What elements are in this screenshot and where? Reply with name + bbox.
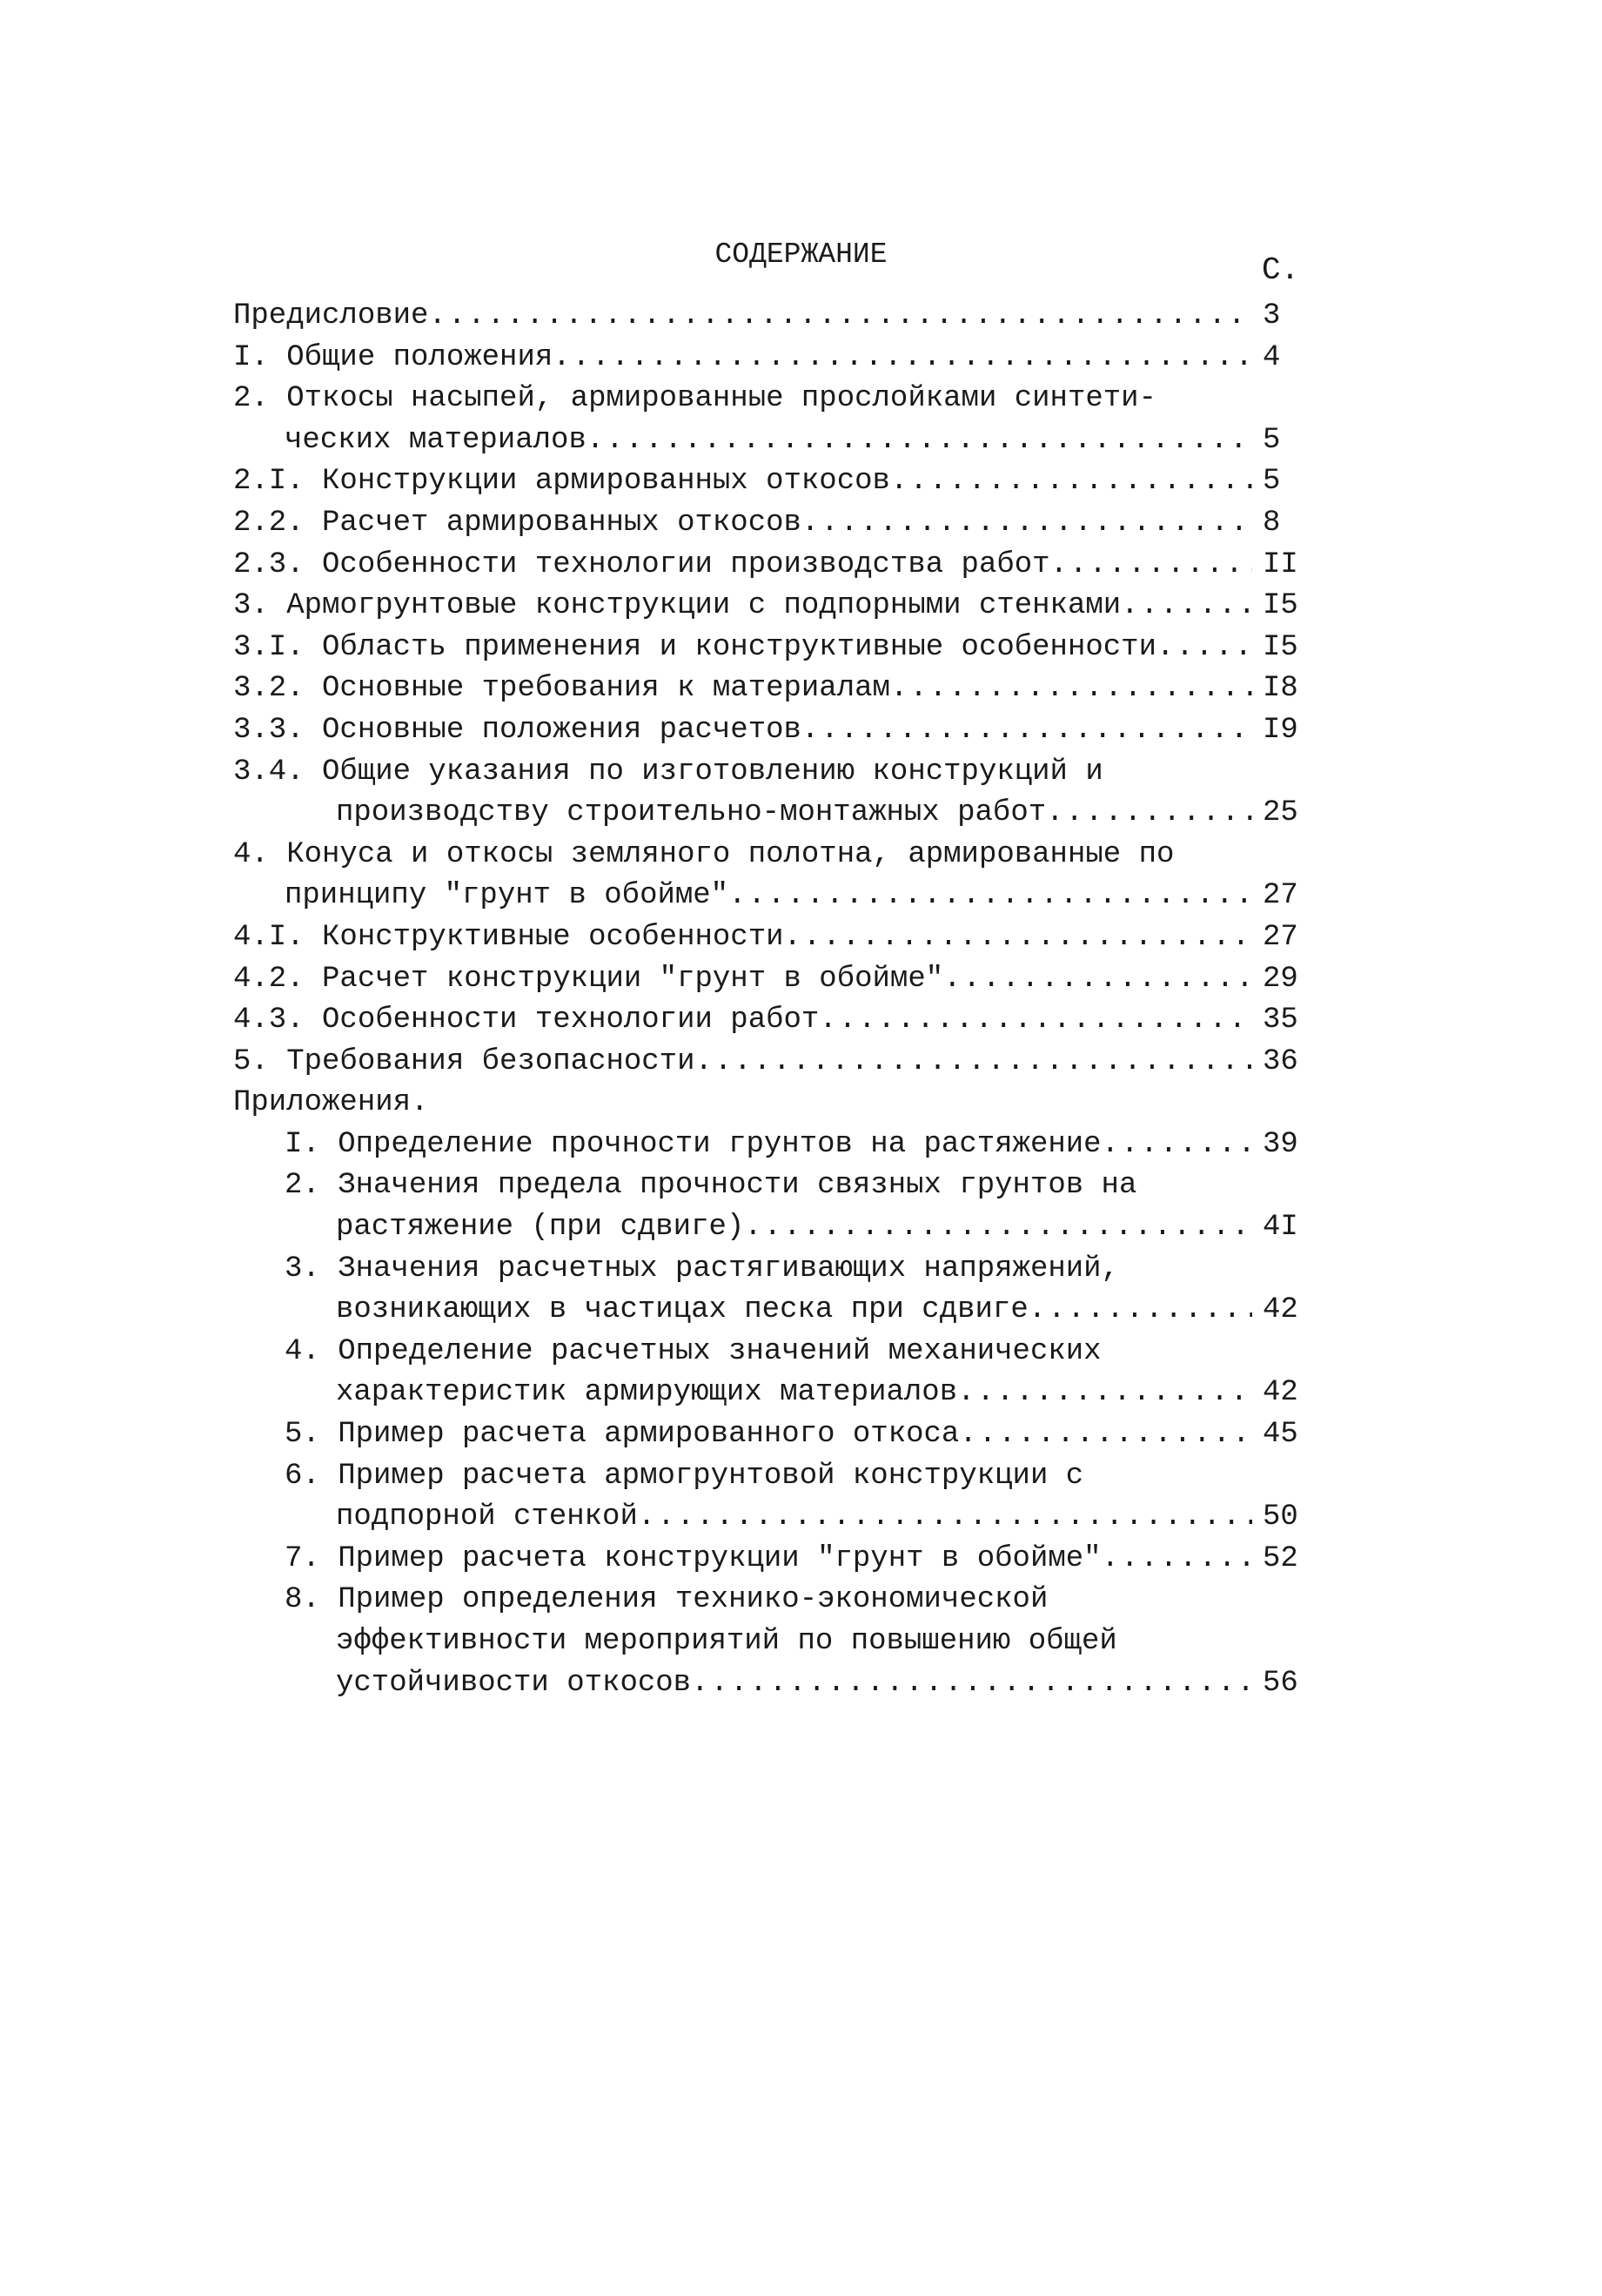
toc-entry-line	[233, 1042, 1252, 1084]
toc-entry-line	[336, 1621, 1117, 1663]
toc-entry-text: подпорной стенкой	[336, 1500, 638, 1534]
toc-entry-text: 5. Требования безопасности	[233, 1044, 695, 1078]
toc-page-number: 50	[1263, 1500, 1298, 1534]
toc-entry-text: 4.3. Особенности технологии работ	[233, 1004, 820, 1037]
toc-entry	[233, 545, 1321, 587]
toc-entry	[233, 668, 1321, 710]
toc-entry	[233, 628, 1321, 669]
toc-entry-line	[233, 461, 1252, 503]
toc-dot-leader	[801, 503, 1252, 545]
toc-dot-leader	[943, 959, 1252, 1001]
toc-entry	[233, 1497, 1321, 1539]
toc-entry-text: 8. Пример определения технико-экономической	[285, 1583, 1049, 1617]
toc-page-number: 8	[1263, 506, 1281, 540]
toc-dot-leader	[1050, 545, 1252, 587]
toc-entry-text: I. Общие положения	[233, 340, 553, 374]
toc-page-number: I5	[1263, 589, 1298, 623]
toc-entry-text: устойчивости откосов	[336, 1666, 692, 1700]
toc-dot-leader	[587, 420, 1252, 462]
toc-entry	[233, 1373, 1321, 1414]
toc-dot-leader	[553, 338, 1252, 379]
toc-entry	[233, 1663, 1321, 1705]
toc-entry	[233, 835, 1321, 876]
toc-entry	[233, 1580, 1321, 1621]
toc-entry	[233, 1539, 1321, 1581]
toc-entry-line	[233, 959, 1252, 1001]
toc-entry-text: растяжение (при сдвиге)	[336, 1211, 745, 1245]
toc-entry	[233, 1125, 1321, 1166]
toc-entry-text: 2.3. Особенности технологии производства работ	[233, 547, 1050, 581]
toc-entry-line	[285, 420, 1252, 462]
toc-entry	[233, 752, 1321, 794]
toc-dot-leader	[1156, 628, 1252, 669]
toc-entry-text: характеристик армирующих материалов	[336, 1376, 958, 1410]
toc-entry-text: 2. Значения предела прочности связных грунтов на	[285, 1169, 1137, 1203]
toc-entry	[233, 379, 1321, 420]
toc-entry-line	[233, 628, 1252, 669]
toc-entry-line	[233, 752, 1103, 794]
toc-entry-line	[336, 1663, 1252, 1705]
toc-page-number: I8	[1263, 672, 1298, 706]
toc-entry-text: 3.I. Область применения и конструктивные особенности	[233, 630, 1156, 664]
toc-entry-text: 4.I. Конструктивные особенности	[233, 920, 784, 954]
toc-entry	[233, 1414, 1321, 1456]
toc-dot-leader	[1102, 1125, 1252, 1166]
toc-entry-text: 4. Конуса и откосы земляного полотна, армированные по	[233, 837, 1175, 871]
toc-entry-line	[233, 835, 1174, 876]
toc-entry	[233, 793, 1321, 835]
toc-entry-text: 2.2. Расчет армированных откосов	[233, 506, 801, 540]
toc-entry-line	[233, 668, 1252, 710]
toc-page-number: I9	[1263, 713, 1298, 747]
toc-page-number: 29	[1263, 962, 1298, 996]
toc-dot-leader	[744, 1207, 1252, 1249]
toc-page-number: 3	[1263, 299, 1281, 332]
toc-entry	[233, 1000, 1321, 1042]
toc-dot-leader	[959, 1414, 1252, 1456]
toc-dot-leader	[784, 917, 1252, 959]
toc-entry-line	[285, 1414, 1252, 1456]
toc-entry-text: 5. Пример расчета армированного откоса	[285, 1418, 960, 1452]
toc-entry-line	[285, 1125, 1252, 1166]
toc-entry	[233, 1083, 1321, 1125]
toc-entry	[233, 420, 1321, 462]
toc-dot-leader	[1046, 793, 1252, 835]
toc-dot-leader	[695, 1042, 1253, 1084]
toc-entry-line	[233, 1083, 428, 1125]
toc-entry	[233, 1042, 1321, 1084]
toc-entry-line	[285, 876, 1252, 917]
toc-page-number: 5	[1263, 465, 1281, 499]
toc-page-number: 27	[1263, 879, 1298, 913]
toc-entry-line	[336, 1207, 1252, 1249]
toc-page-number: 42	[1263, 1376, 1298, 1410]
toc-dot-leader	[428, 296, 1252, 338]
toc-entry-text: 3.2. Основные требования к материалам	[233, 672, 890, 706]
toc-entry	[233, 503, 1321, 545]
toc-entry	[233, 461, 1321, 503]
toc-dot-leader	[890, 461, 1252, 503]
toc-entry-line	[233, 503, 1252, 545]
toc-page-number: I5	[1263, 630, 1298, 664]
toc-entry	[233, 876, 1321, 917]
toc-entry	[233, 710, 1321, 752]
toc-page-number: 56	[1263, 1666, 1298, 1700]
toc-entry-text: 7. Пример расчета конструкции "грунт в обойме"	[285, 1541, 1102, 1575]
toc-dot-leader	[1102, 1539, 1252, 1581]
toc-entry	[233, 586, 1321, 628]
toc-entry-text: Предисловие	[233, 299, 429, 332]
toc-entry-line	[233, 586, 1252, 628]
toc-entry-text: 3. Значения расчетных растягивающих напряжений,	[285, 1252, 1119, 1286]
toc-entry	[233, 1165, 1321, 1207]
toc-entry-text: 6. Пример расчета армогрунтовой конструкции с	[285, 1459, 1084, 1493]
toc-page-number: 45	[1263, 1418, 1298, 1452]
toc-page-number: 5	[1263, 423, 1281, 457]
toc-entry	[233, 1332, 1321, 1373]
toc-dot-leader	[819, 1000, 1252, 1042]
toc-entry-text: 2.I. Конструкции армированных откосов	[233, 465, 890, 499]
toc-page-number: 36	[1263, 1044, 1298, 1078]
toc-dot-leader	[1121, 586, 1252, 628]
toc-entry-text: 4. Определение расчетных значений механических	[285, 1334, 1102, 1368]
toc-entry-text: возникающих в частицах песка при сдвиге	[336, 1293, 1029, 1327]
toc-entry-line	[233, 917, 1252, 959]
toc-entry-line	[233, 1000, 1252, 1042]
toc-entry-line	[285, 1456, 1083, 1498]
toc-entry-line	[285, 1539, 1252, 1581]
toc-dot-leader	[801, 710, 1252, 752]
toc-dot-leader	[691, 1663, 1252, 1705]
toc-entry	[233, 296, 1321, 338]
toc-entry	[233, 1621, 1321, 1663]
toc-page-number: 4	[1263, 340, 1281, 374]
toc-entry-line	[233, 379, 1156, 420]
toc-page-number: 25	[1263, 796, 1298, 830]
toc-entry-line	[336, 793, 1252, 835]
toc-entry-line	[285, 1165, 1136, 1207]
toc-entry-text: Приложения.	[233, 1086, 429, 1120]
toc-dot-leader	[728, 876, 1252, 917]
toc-entry-line	[233, 710, 1252, 752]
toc-entry	[233, 1290, 1321, 1332]
toc-page-number: 39	[1263, 1127, 1298, 1161]
toc-entry-line	[233, 338, 1252, 379]
toc-entry	[233, 1249, 1321, 1291]
toc-entry-text: принципу "грунт в обойме"	[285, 879, 729, 913]
toc-entry-text: ческих материалов	[285, 423, 587, 457]
toc-dot-leader	[638, 1497, 1252, 1539]
toc-entry-text: эффективности мероприятий по повышению общей	[336, 1625, 1117, 1658]
toc-page-number: 4I	[1263, 1211, 1298, 1245]
toc-entry-text: 4.2. Расчет конструкции "грунт в обойме"	[233, 962, 944, 996]
toc-entry	[233, 917, 1321, 959]
toc-dot-leader	[890, 668, 1252, 710]
toc-entry-line	[336, 1290, 1252, 1332]
toc-entry-line	[285, 1332, 1102, 1373]
toc-page-number: 27	[1263, 920, 1298, 954]
toc-dot-leader	[1029, 1290, 1252, 1332]
toc-page-number: 35	[1263, 1004, 1298, 1037]
toc-page-number: II	[1263, 547, 1298, 581]
toc-entry-line	[336, 1497, 1252, 1539]
toc-entry-line	[233, 545, 1252, 587]
toc-entry	[233, 338, 1321, 379]
page-column-label: С.	[1262, 252, 1300, 288]
toc-entry-line	[285, 1249, 1119, 1291]
toc-entry-line	[285, 1580, 1048, 1621]
page-title: СОДЕРЖАНИЕ	[714, 238, 888, 271]
toc-entry-line	[336, 1373, 1252, 1414]
toc-entry-text: 3.3. Основные положения расчетов	[233, 713, 801, 747]
toc-page-number: 52	[1263, 1541, 1298, 1575]
toc-entry-line	[233, 296, 1252, 338]
toc-entry-text: 3.4. Общие указания по изготовлению конструкций и	[233, 755, 1103, 789]
toc-dot-leader	[957, 1373, 1252, 1414]
toc-entry-text: 2. Откосы насыпей, армированные прослойками синтети-	[233, 382, 1156, 416]
toc-entry-text: 3. Армогрунтовые конструкции с подпорными стенками	[233, 589, 1122, 623]
toc-entry	[233, 1456, 1321, 1498]
toc-page-number: 42	[1263, 1293, 1298, 1327]
table-of-contents	[233, 296, 1321, 1704]
toc-entry-text: I. Определение прочности грунтов на растяжение	[285, 1127, 1102, 1161]
toc-entry	[233, 1207, 1321, 1249]
toc-entry-text: производству строительно-монтажных работ	[336, 796, 1047, 830]
toc-entry	[233, 959, 1321, 1001]
